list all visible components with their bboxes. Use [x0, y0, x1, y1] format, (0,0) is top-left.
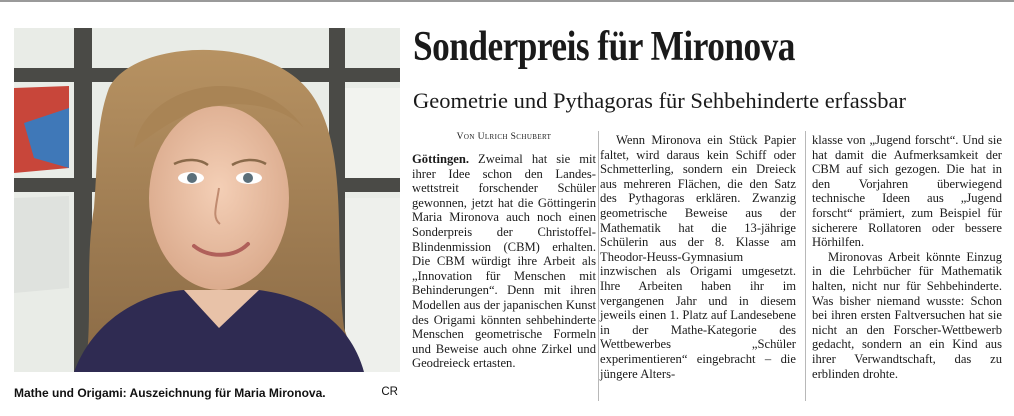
photo-credit: CR — [381, 386, 398, 398]
headline: Sonderpreis für Mironova — [413, 24, 795, 70]
subheadline: Geometrie und Pythagoras für Sehbehinderte erfassbar — [413, 88, 906, 113]
byline: Von Ulrich Schubert — [456, 132, 552, 142]
article-column-2 — [600, 133, 796, 381]
column-divider — [598, 131, 599, 401]
article-column-1 — [412, 130, 596, 371]
photo-caption — [14, 386, 400, 404]
column-3-paragraph-1: klasse von „Jugend forscht“. Und sie hat damit die Aufmerksamkeit der CBM auf sich gezogen. Die hat in den Vorjahren überwiegend technische Ideen aus „Jugend forscht“ prämiert, zum Beispiel für sicherere Rollatoren oder bessere Hörhilfen. — [812, 133, 1002, 250]
top-rule — [0, 0, 1014, 2]
caption-text: Mathe und Origami: Auszeichnung für Maria Mironova. — [14, 386, 326, 400]
column-2-text: Wenn Mironova ein Stück Papier faltet, wird daraus kein Schiff oder Schmetterling, sondern ein Dreieck aus mehreren Flächen, die den Satz des Pythagoras erklären. Zwanzig geometrische Beweise aus der Mathematik hat die 13-jährige Schülerin aus der 8. Klasse am Theodor-Heuss-Gymnasium inzwischen als Origami umgesetzt. Ihre Arbeiten haben ihr im vergangenen Jahr und in diesem jeweils einen 1. Platz auf Landesebene in der Mathe-Kategorie des Wettbewerbes „Schüler experimentieren“ eingebracht – die jüngere Alters- — [600, 133, 796, 381]
article-column-3 — [812, 133, 1002, 381]
column-divider — [805, 131, 806, 401]
column-3-paragraph-2: Mironovas Arbeit könnte Einzug in die Lehrbücher für Mathematik halten, nicht nur für Sehbehinderte. Was bisher niemand wusste: Schon bei ihren ersten Faltversuchen hat sie nicht an den Forscher-Wettbewerb gedacht, sondern an ein Kind aus ihrer Verwandtschaft, das zu erblinden drohte. — [812, 249, 1002, 381]
column-1-text: Zweimal hat sie mit ihrer Idee schon den Landeswettstreit forschender Schüler gewonnen, jetzt hat die Göttingerin Maria Mironova auch noch einen Sonderpreis der Christoffel-Blindenmission (CBM) erhalten. Die CBM würdigt ihre Arbeit als „Innovation für Menschen mit Behinderungen“. Denn mit ihren Modellen aus der japanischen Kunst des Origami könnten sehbehinderte Menschen geometrische Formeln und Beweise auch ohne Zirkel und Geodreieck ertasten. — [412, 152, 596, 371]
portrait-photo — [14, 28, 400, 372]
dateline-place: Göttingen. — [412, 152, 470, 166]
